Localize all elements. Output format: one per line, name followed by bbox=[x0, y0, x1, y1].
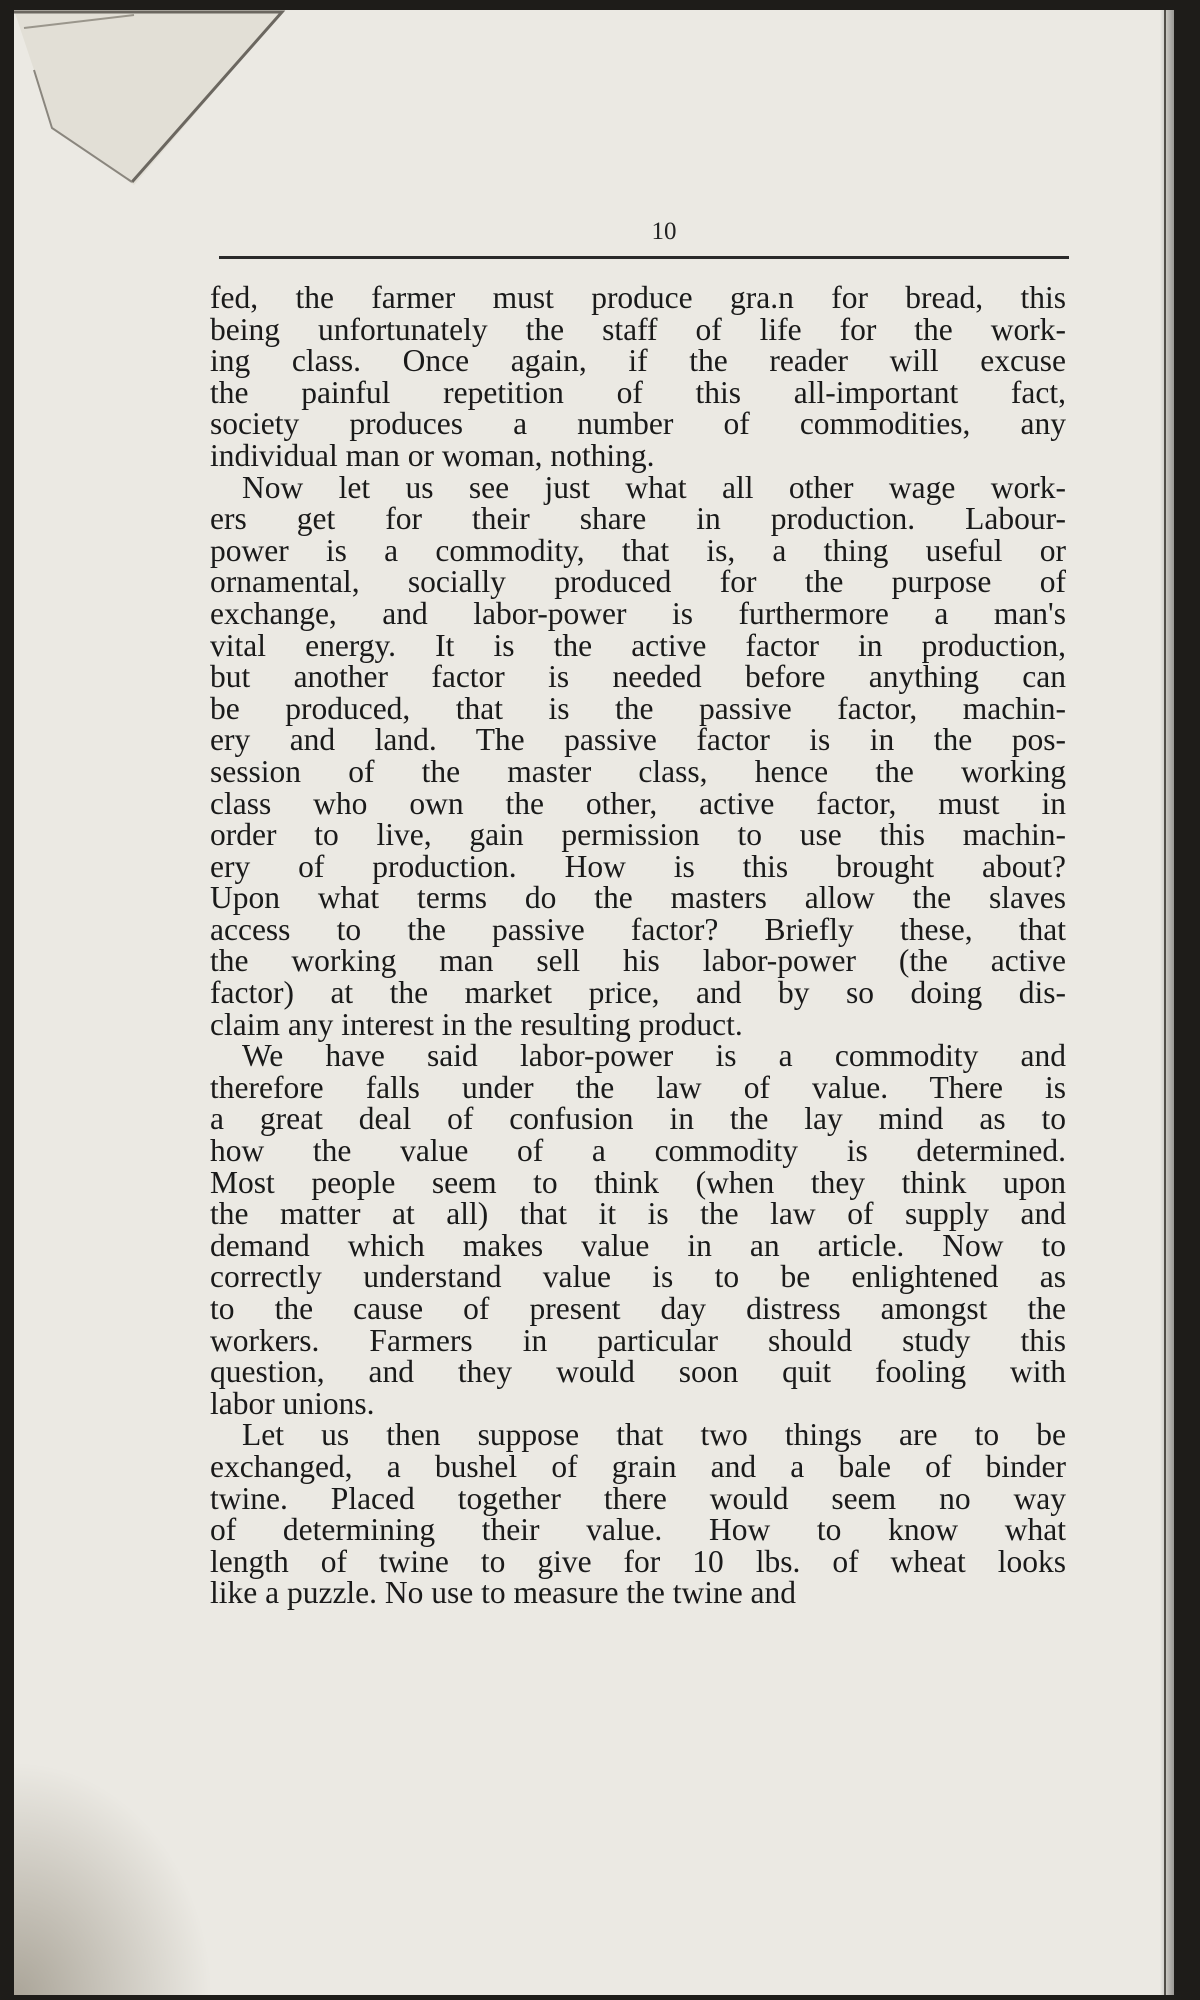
text-line: claim any interest in the resulting product. bbox=[210, 1006, 743, 1042]
text-line: the working man sell his labor-power (the active bbox=[210, 943, 1066, 979]
text-line: exchange, and labor-power is furthermore a man's bbox=[210, 595, 1066, 631]
text-line: the matter at all) that it is the law of supply and bbox=[210, 1196, 1066, 1232]
text-line: factor) at the market price, and by so doing dis- bbox=[210, 975, 1066, 1011]
book-page bbox=[14, 10, 1174, 1995]
text-line: ing class. Once again, if the reader will excuse bbox=[210, 343, 1066, 379]
page-edge-shadow bbox=[1160, 10, 1174, 1995]
text-line: Most people seem to think (when they think upon bbox=[210, 1164, 1066, 1200]
text-line: being unfortunately the staff of life for the work- bbox=[210, 311, 1066, 347]
text-line: how the value of a commodity is determined. bbox=[210, 1133, 1066, 1169]
text-line: fed, the farmer must produce gra.n for bread, this bbox=[210, 280, 1066, 315]
text-line: length of twine to give for 10 lbs. of wheat looks bbox=[210, 1543, 1066, 1579]
text-line: be produced, that is the passive factor, machin- bbox=[210, 690, 1066, 726]
text-line: power is a commodity, that is, a thing useful or bbox=[210, 532, 1066, 568]
text-line: like a puzzle. No use to measure the twine and bbox=[210, 1575, 797, 1611]
text-line: twine. Placed together there would seem no way bbox=[210, 1480, 1066, 1516]
text-line: vital energy. It is the active factor in production, bbox=[210, 627, 1066, 663]
text-line: society produces a number of commodities, any bbox=[210, 406, 1066, 442]
text-line: the painful repetition of this all-important fact, bbox=[210, 374, 1066, 410]
text-line: Upon what terms do the masters allow the slaves bbox=[210, 880, 1066, 916]
text-line: to the cause of present day distress amongst the bbox=[210, 1291, 1066, 1326]
text-line: ers get for their share in production. Labour- bbox=[210, 501, 1066, 537]
text-line: access to the passive factor? Briefly these, that bbox=[210, 911, 1066, 947]
text-line: exchanged, a bushel of grain and a bale of binder bbox=[210, 1448, 1066, 1484]
text-line: order to live, gain permission to use this machin- bbox=[210, 817, 1066, 853]
text-line: Now let us see just what all other wage work- bbox=[242, 469, 1066, 505]
text-line: therefore falls under the law of value. There is bbox=[210, 1069, 1066, 1105]
text-line: Let us then suppose that two things are to be bbox=[242, 1417, 1066, 1453]
page-number: 10 bbox=[651, 218, 677, 245]
text-line: labor unions. bbox=[210, 1385, 375, 1421]
text-line: ery of production. How is this brought about? bbox=[210, 848, 1066, 884]
text-line: ornamental, socially produced for the purpose of bbox=[210, 564, 1066, 600]
text-line: class who own the other, active factor, must in bbox=[210, 785, 1066, 821]
text-line: correctly understand value is to be enlightened as bbox=[210, 1259, 1066, 1295]
header-rule bbox=[219, 256, 1069, 259]
text-line: of determining their value. How to know what bbox=[210, 1512, 1066, 1548]
text-line: workers. Farmers in particular should study this bbox=[210, 1322, 1066, 1358]
text-line: but another factor is needed before anything can bbox=[210, 659, 1066, 695]
body-text bbox=[210, 282, 1066, 1609]
text-line: ery and land. The passive factor is in the pos- bbox=[210, 722, 1066, 758]
text-line: We have said labor-power is a commodity and bbox=[242, 1038, 1066, 1074]
text-line: demand which makes value in an article. Now to bbox=[210, 1227, 1066, 1263]
folded-corner-mark bbox=[14, 10, 294, 200]
page-stain bbox=[14, 1760, 214, 1995]
text-line: individual man or woman, nothing. bbox=[210, 437, 655, 473]
text-line: a great deal of confusion in the lay mind as to bbox=[210, 1101, 1066, 1137]
text-line: question, and they would soon quit fooling with bbox=[210, 1354, 1066, 1390]
text-line: session of the master class, hence the working bbox=[210, 753, 1066, 789]
